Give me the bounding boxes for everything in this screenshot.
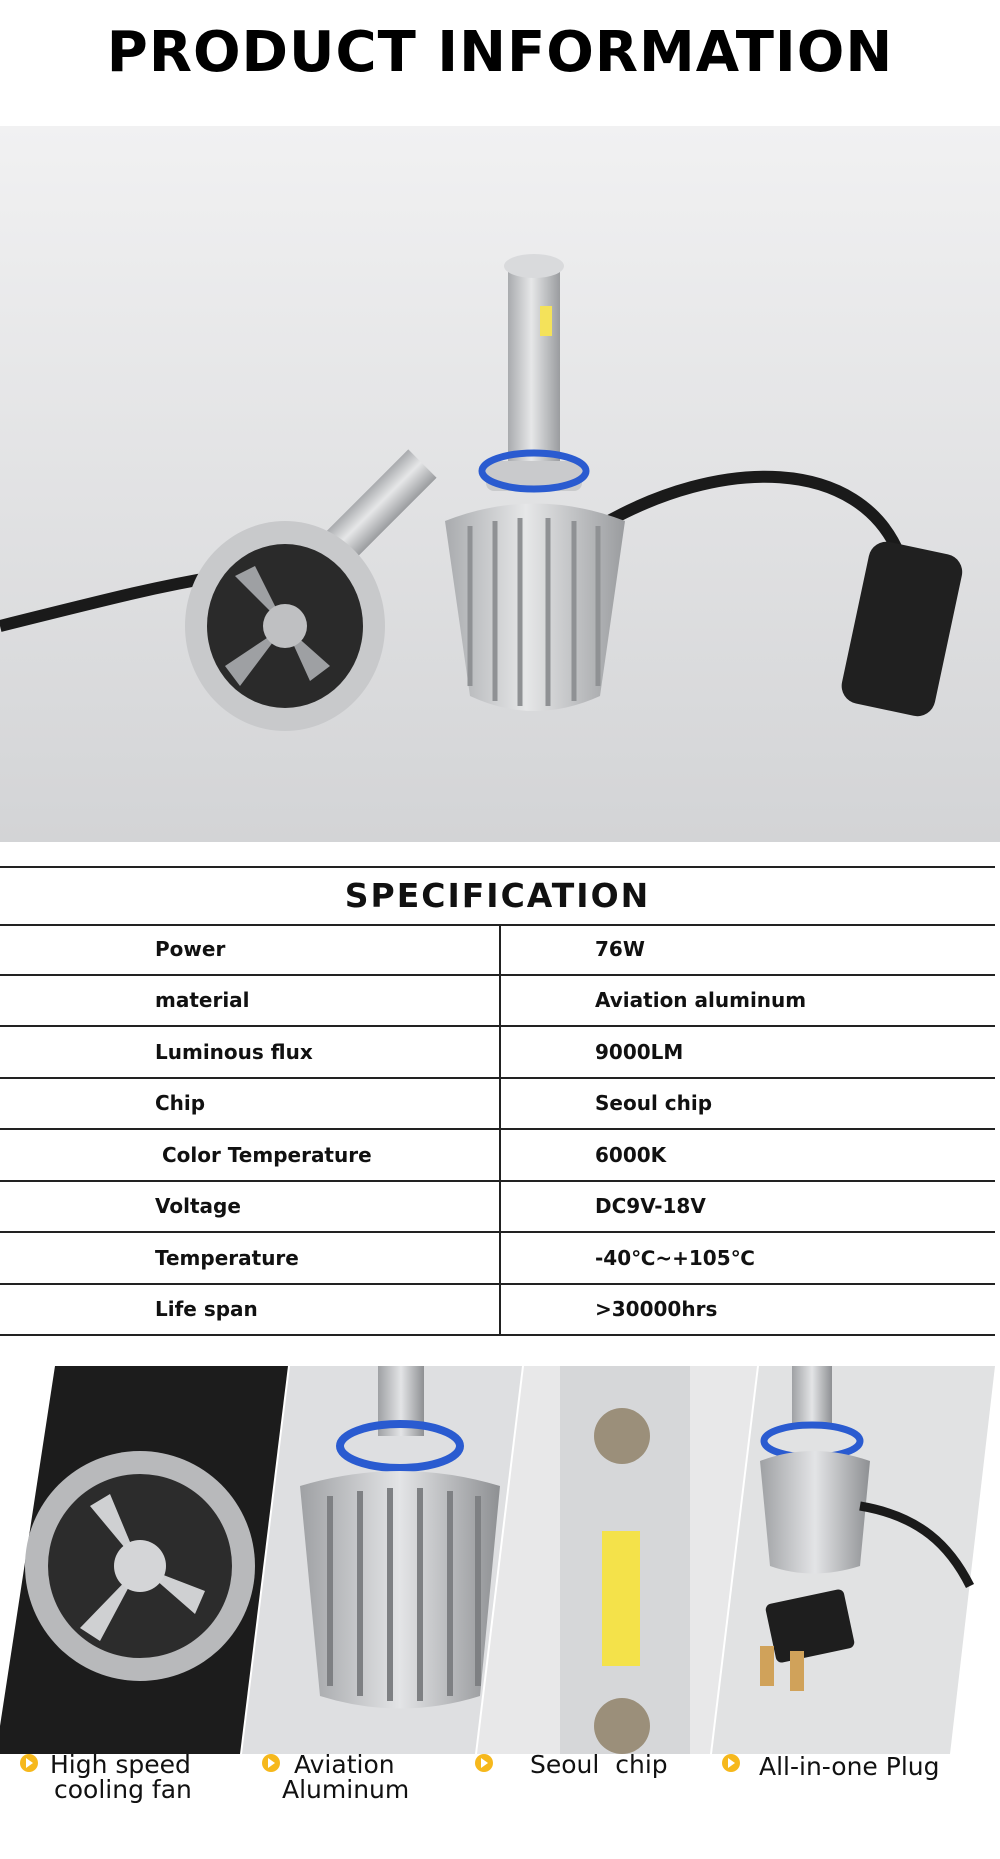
page-title: PRODUCT INFORMATION	[106, 20, 894, 85]
feature-photo-strip	[0, 1366, 1000, 1754]
spec-value: >30000hrs	[500, 1284, 995, 1336]
table-row	[0, 1232, 995, 1284]
play-bullet-icon	[262, 1754, 280, 1772]
spec-label: Temperature	[0, 1232, 500, 1284]
feature-line: All-in-one Plug	[759, 1752, 940, 1781]
play-bullet-icon	[475, 1754, 493, 1772]
spec-label: Luminous flux	[0, 1026, 500, 1078]
table-row	[0, 924, 995, 975]
hero-product-photo	[0, 126, 1000, 842]
table-row	[0, 1181, 995, 1233]
spec-value: DC9V-18V	[500, 1181, 995, 1233]
play-bullet-icon	[722, 1754, 740, 1772]
feature-line: High speed	[50, 1750, 191, 1779]
table-row	[0, 1078, 995, 1130]
table-row	[0, 1284, 995, 1336]
spec-value: 76W	[500, 924, 995, 975]
feature-line: cooling fan	[54, 1775, 192, 1804]
spec-label: Chip	[0, 1078, 500, 1130]
spec-value: -40℃~+105℃	[500, 1232, 995, 1284]
feature-line: Aluminum	[282, 1775, 410, 1804]
spec-label: Color Temperature	[0, 1129, 500, 1181]
all-in-one-plug-photo	[712, 1366, 995, 1754]
table-row	[0, 975, 995, 1027]
feature-line: Aviation	[294, 1750, 395, 1779]
table-row	[0, 1026, 995, 1078]
spec-value: 9000LM	[500, 1026, 995, 1078]
spec-value: Seoul chip	[500, 1078, 995, 1130]
feature-line: Seoul chip	[530, 1750, 668, 1779]
aluminum-body-photo	[242, 1366, 522, 1754]
spec-label: Life span	[0, 1284, 500, 1336]
spec-label: material	[0, 975, 500, 1027]
spec-value: Aviation aluminum	[500, 975, 995, 1027]
specification-table	[0, 924, 995, 1336]
table-row	[0, 1129, 995, 1181]
feature-labels	[0, 1752, 1000, 1852]
spec-label: Power	[0, 924, 500, 975]
specification-heading: SPECIFICATION	[0, 866, 995, 926]
play-bullet-icon	[20, 1754, 38, 1772]
seoul-chip-photo	[477, 1366, 757, 1754]
spec-label: Voltage	[0, 1181, 500, 1233]
spec-value: 6000K	[500, 1129, 995, 1181]
